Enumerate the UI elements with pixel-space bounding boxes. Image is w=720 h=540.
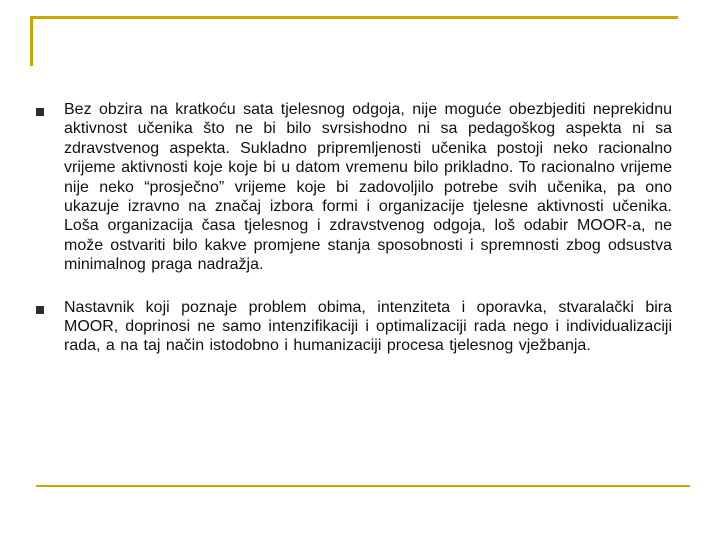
- square-bullet-icon: [36, 108, 44, 116]
- bullet-text: Nastavnik koji poznaje problem obima, intenziteta i oporavka, stvaralački bira MOOR, doprinosi ne samo intenzifikaciji i optimalizaciji rada nego i individualizaciji rada, a na taj način istodobno i humanizaciji procesa tjelesnog vježbanja.: [64, 298, 672, 355]
- frame-left-line: [30, 16, 33, 66]
- square-bullet-icon: [36, 306, 44, 314]
- bullet-item: [36, 298, 672, 356]
- bullet-list: [36, 100, 672, 379]
- bullet-item: [36, 100, 672, 275]
- frame-bottom-line: [36, 485, 690, 487]
- bullet-text: Bez obzira na kratkoću sata tjelesnog odgoja, nije moguće obezbjediti neprekidnu aktivnost učenika što ne bi bilo svrsishodno ni sa pedagoškog aspekta ni sa zdravstvenog aspekta. Sukladno pripremljenosti učenika postoji neko racionalno vrijeme aktivnosti koje koje bi u datom vremenu bilo prikladno. To racionalno vrijeme nije neko “prosječno” vrijeme koje bi zadovoljilo potrebe svih učenika, pa ono ukazuje izravno na značaj izbora formi i organizacije tjelesne aktivnosti učenika. Loša organizacija časa tjelesnog i zdravstvenog odgoja, loš odabir MOOR-a, ne može ostvariti bilo kakve promjene stanja sposobnosti i spremnosti zbog odsustva minimalnog praga nadražja.: [64, 101, 672, 274]
- frame-top-line: [30, 16, 678, 19]
